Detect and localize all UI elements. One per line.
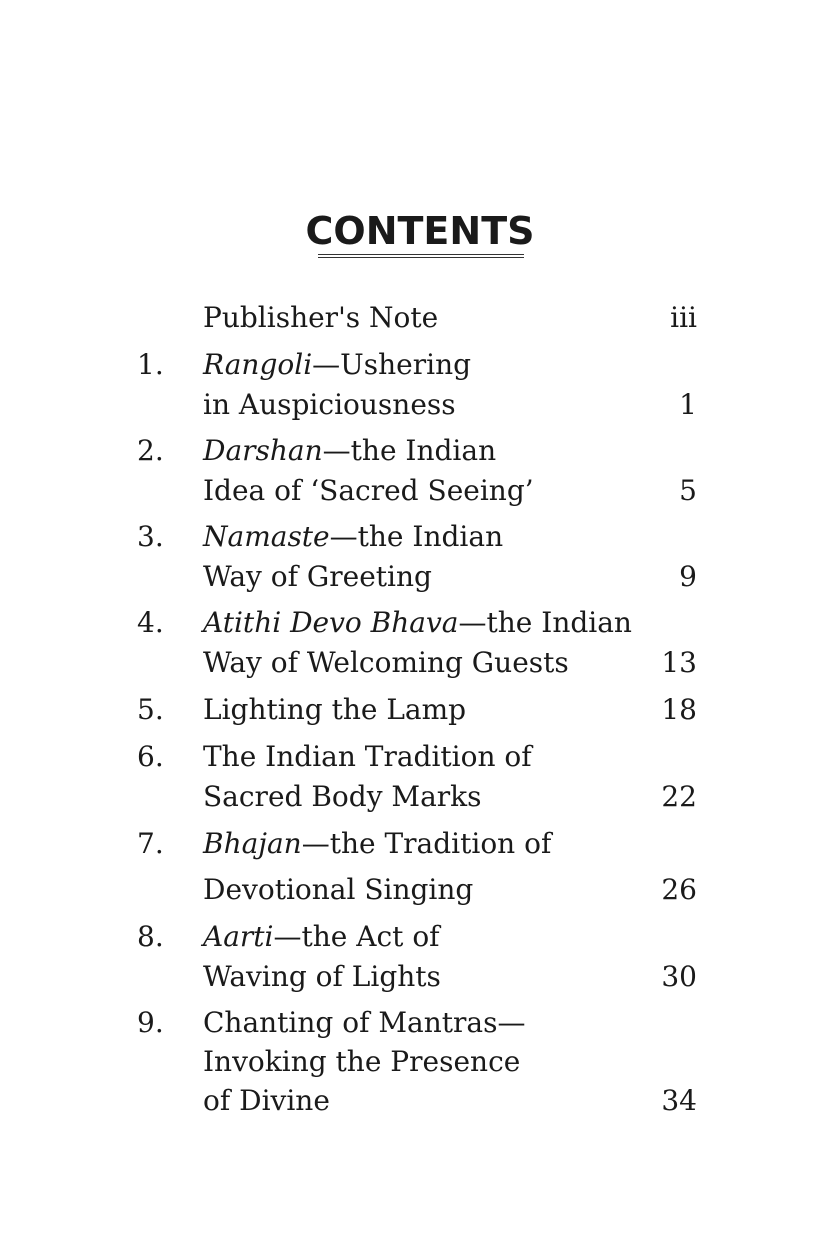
toc-entry-title-line	[203, 1081, 330, 1120]
toc-entry-title-line	[203, 690, 466, 729]
toc-italic-term: Aarti	[203, 920, 274, 953]
toc-title-text: —the Indian	[322, 434, 497, 467]
toc-entry-title-line	[203, 870, 473, 909]
toc-title-text: Waving of Lights	[203, 960, 441, 993]
toc-italic-term: Darshan	[203, 434, 323, 467]
title-underline	[318, 254, 524, 258]
toc-page-number: 18	[661, 693, 697, 726]
toc-entry-title-line	[203, 517, 503, 556]
toc-title-text: —Ushering	[312, 348, 472, 381]
toc-entry-title-line	[203, 603, 632, 642]
toc-entry-title-line	[203, 737, 532, 776]
toc-page-number: 5	[679, 474, 697, 507]
toc-page-number: 13	[661, 646, 697, 679]
toc-entry-number: 2.	[137, 434, 164, 467]
toc-title-text: of Divine	[203, 1084, 330, 1117]
toc-title-text: Invoking the Presence	[203, 1045, 521, 1078]
toc-entry-title-line	[203, 431, 496, 470]
page-title-container	[0, 206, 840, 256]
toc-entry-title-line	[203, 824, 551, 863]
toc-entry-number: 7.	[137, 827, 164, 860]
toc-title-text: Devotional Singing	[203, 873, 474, 906]
toc-italic-term: Namaste	[203, 520, 330, 553]
toc-entry-title-line	[203, 557, 432, 596]
toc-page-number: 34	[661, 1084, 697, 1117]
toc-entry-title-line	[203, 643, 569, 682]
toc-title-text: in Auspiciousness	[203, 388, 456, 421]
toc-entry-number: 1.	[137, 348, 164, 381]
toc-entry-title-line	[203, 917, 440, 956]
toc-entry-number: 6.	[137, 740, 164, 773]
toc-page-number: 1	[679, 388, 697, 421]
toc-italic-term: Rangoli	[203, 348, 313, 381]
toc-entry-title-line	[203, 1042, 520, 1081]
toc-entry-title-line	[203, 1003, 525, 1042]
toc-title-text: —the Tradition of	[301, 827, 552, 860]
toc-title-text: Sacred Body Marks	[203, 780, 482, 813]
toc-entry-title-line	[203, 345, 471, 384]
toc-entry-title-line	[203, 385, 456, 424]
toc-title-text: The Indian Tradition of	[203, 740, 532, 773]
toc-entry-title-line	[203, 957, 441, 996]
toc-entry-number: 8.	[137, 920, 164, 953]
toc-title-text: —the Indian	[458, 606, 632, 639]
toc-italic-term: Atithi Devo Bhava	[203, 606, 459, 639]
toc-entry-number: 9.	[137, 1006, 164, 1039]
toc-title-text: Chanting of Mantras—	[203, 1006, 526, 1039]
toc-title-text: —the Indian	[329, 520, 504, 553]
page-title: CONTENTS	[305, 209, 535, 253]
toc-entry-number: 5.	[137, 693, 164, 726]
toc-title-text: Way of Welcoming Guests	[203, 646, 569, 679]
toc-page-number: 9	[679, 560, 697, 593]
toc-italic-term: Bhajan	[203, 827, 302, 860]
toc-entry-number: 3.	[137, 520, 164, 553]
toc-page-number: iii	[670, 301, 697, 334]
toc-title-text: —the Act of	[273, 920, 440, 953]
toc-page-number: 30	[661, 960, 697, 993]
toc-title-text: Publisher's Note	[203, 301, 439, 334]
toc-entry-title-line	[203, 471, 534, 510]
toc-title-text: Way of Greeting	[203, 560, 432, 593]
toc-page-number: 22	[661, 780, 697, 813]
toc-entry-number: 4.	[137, 606, 164, 639]
toc-entry-title-line	[203, 298, 438, 337]
toc-title-text: Lighting the Lamp	[203, 693, 467, 726]
toc-page-number: 26	[661, 873, 697, 906]
toc-title-text: Idea of ‘Sacred Seeing’	[203, 474, 534, 507]
toc-entry-title-line	[203, 777, 482, 816]
